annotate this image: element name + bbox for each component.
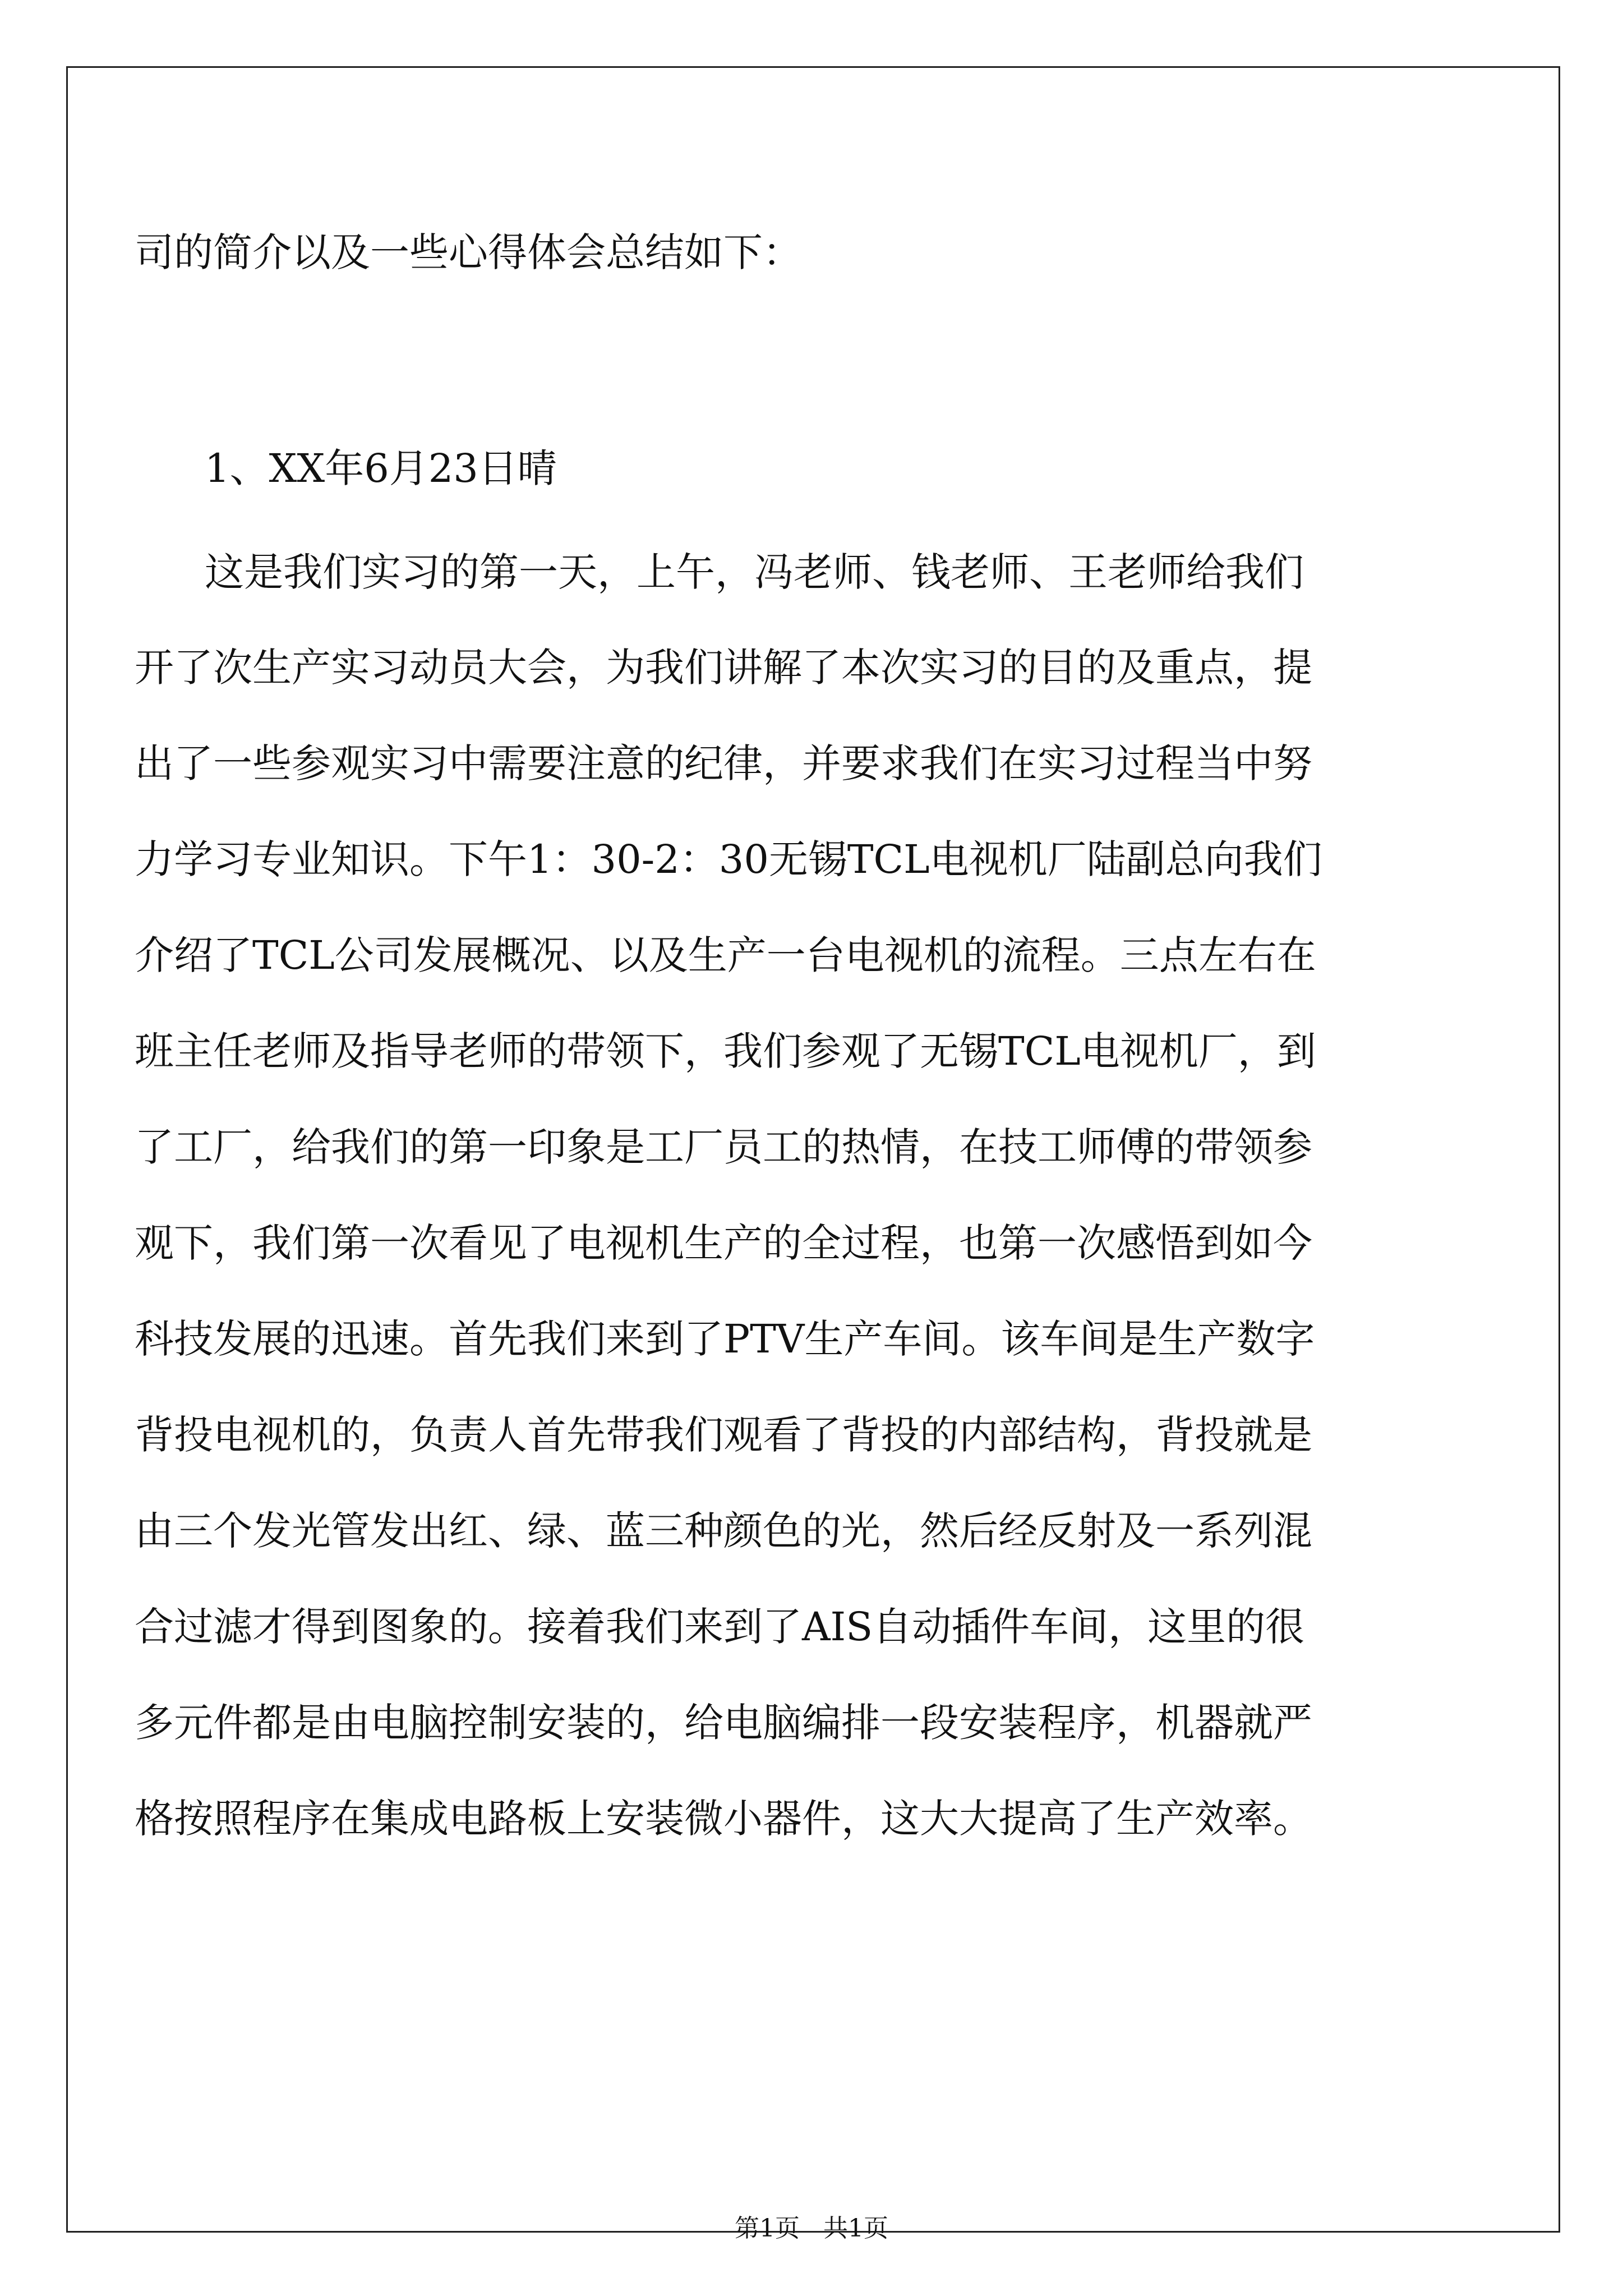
paragraph-first-line: 这是我们实习的第一天，上午，冯老师、钱老师、王老师给我们 bbox=[205, 549, 1304, 595]
text-line: 背投电视机的，负责人首先带我们观看了背投的内部结构，背投就是 bbox=[135, 1412, 1312, 1458]
text-line: 合过滤才得到图象的。接着我们来到了AIS自动插件车间，这里的很 bbox=[135, 1604, 1305, 1650]
text-line: 了工厂，给我们的第一印象是工厂员工的热情，在技工师傅的带领参 bbox=[135, 1124, 1312, 1170]
text-line: 班主任老师及指导老师的带领下，我们参观了无锡TCL电视机厂，到 bbox=[135, 1028, 1316, 1074]
text-line: 出了一些参观实习中需要注意的纪律，并要求我们在实习过程当中努 bbox=[135, 740, 1312, 786]
text-line: 开了次生产实习动员大会，为我们讲解了本次实习的目的及重点，提 bbox=[135, 645, 1312, 691]
date-heading: 1、XX年6月23日晴 bbox=[205, 445, 557, 491]
text-line: 力学习专业知识。下午1：30-2：30无锡TCL电视机厂陆副总向我们 bbox=[135, 836, 1322, 882]
page-number-footer: 第1页 共1页 bbox=[735, 2214, 888, 2243]
text-line: 观下，我们第一次看见了电视机生产的全过程，也第一次感悟到如今 bbox=[135, 1220, 1312, 1266]
text-line: 多元件都是由电脑控制安装的，给电脑编排一段安装程序，机器就严 bbox=[135, 1700, 1312, 1746]
text-line: 由三个发光管发出红、绿、蓝三种颜色的光，然后经反射及一系列混 bbox=[135, 1508, 1312, 1554]
text-line: 格按照程序在集成电路板上安装微小器件，这大大提高了生产效率。 bbox=[135, 1796, 1312, 1842]
text-line: 介绍了TCL公司发展概况、以及生产一台电视机的流程。三点左右在 bbox=[135, 932, 1316, 978]
text-line: 科技发展的迅速。首先我们来到了PTV生产车间。该车间是生产数字 bbox=[135, 1316, 1315, 1362]
text-line: 司的简介以及一些心得体会总结如下： bbox=[135, 229, 802, 275]
